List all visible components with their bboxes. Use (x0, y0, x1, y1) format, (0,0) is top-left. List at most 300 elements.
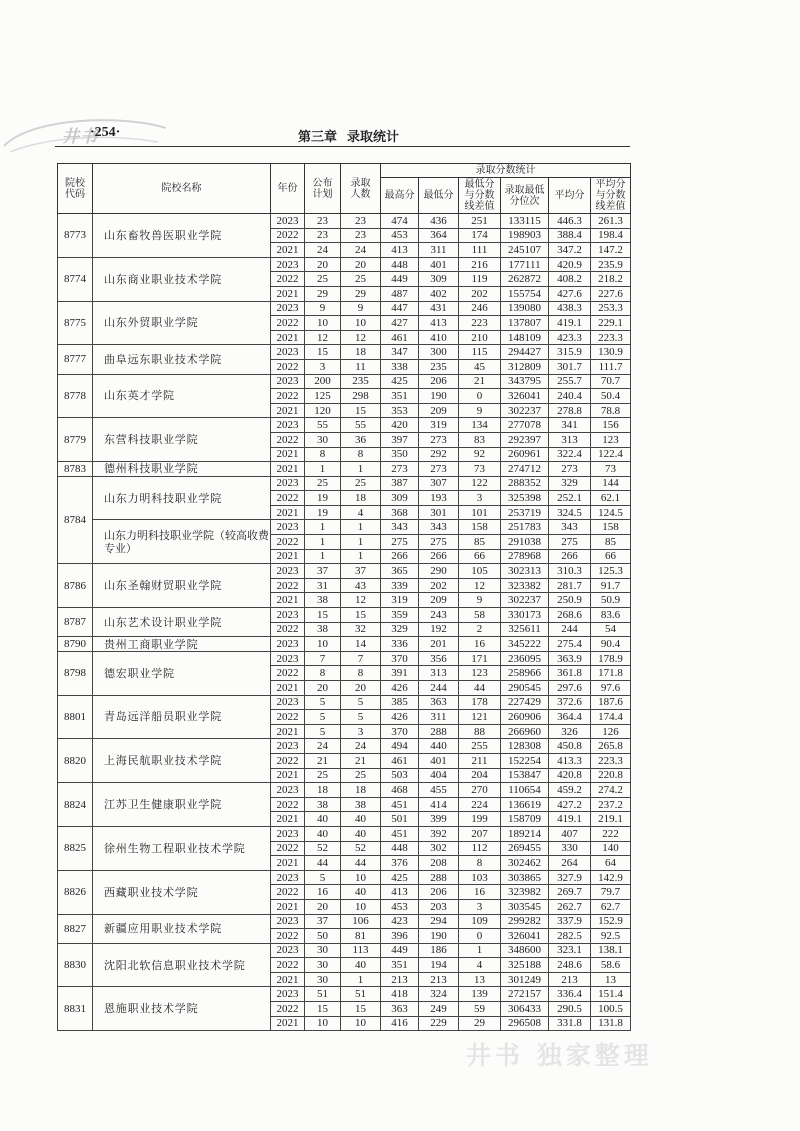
min-rank-cell: 251783 (501, 520, 549, 535)
table-row (58, 695, 631, 710)
admitted-cell: 18 (341, 491, 381, 506)
max-score-cell: 309 (381, 491, 419, 506)
plan-cell: 40 (305, 826, 341, 841)
min-rank-cell: 155754 (501, 286, 549, 301)
max-score-cell: 273 (381, 462, 419, 477)
min-diff-cell: 178 (459, 695, 501, 710)
plan-cell: 30 (305, 958, 341, 973)
admitted-cell: 40 (341, 812, 381, 827)
admitted-cell: 40 (341, 958, 381, 973)
min-rank-cell: 326041 (501, 929, 549, 944)
plan-cell: 24 (305, 243, 341, 258)
min-score-cell: 190 (419, 929, 459, 944)
plan-cell: 9 (305, 301, 341, 316)
max-score-cell: 420 (381, 418, 419, 433)
min-score-cell: 413 (419, 316, 459, 331)
avg-diff-cell: 83.6 (591, 608, 631, 623)
school-name-cell: 徐州生物工程职业技术学院 (93, 826, 271, 870)
plan-cell: 7 (305, 651, 341, 666)
min-diff-cell: 171 (459, 651, 501, 666)
avg-diff-cell: 220.8 (591, 768, 631, 783)
avg-score-cell: 322.4 (549, 447, 591, 462)
avg-score-cell: 278.8 (549, 403, 591, 418)
min-score-cell: 190 (419, 389, 459, 404)
min-diff-cell: 16 (459, 885, 501, 900)
avg-diff-cell: 111.7 (591, 359, 631, 374)
min-score-cell: 194 (419, 958, 459, 973)
max-score-cell: 427 (381, 316, 419, 331)
min-score-cell: 209 (419, 593, 459, 608)
header-code-label: 院校代码 (65, 177, 85, 200)
year-cell: 2021 (271, 505, 305, 520)
min-rank-cell: 152254 (501, 753, 549, 768)
min-diff-cell: 211 (459, 753, 501, 768)
admitted-cell: 25 (341, 768, 381, 783)
min-score-cell: 309 (419, 272, 459, 287)
school-name-cell: 德州科技职业学院 (93, 462, 271, 477)
max-score-cell: 329 (381, 622, 419, 637)
min-score-cell: 343 (419, 520, 459, 535)
table-row (58, 564, 631, 579)
max-score-cell: 370 (381, 724, 419, 739)
table-row (58, 418, 631, 433)
plan-cell: 15 (305, 1002, 341, 1017)
year-cell: 2023 (271, 374, 305, 389)
min-diff-cell: 111 (459, 243, 501, 258)
max-score-cell: 213 (381, 972, 419, 987)
school-code-cell: 8830 (58, 943, 93, 987)
school-code-cell: 8773 (58, 214, 93, 258)
max-score-cell: 350 (381, 447, 419, 462)
avg-diff-cell: 158 (591, 520, 631, 535)
avg-score-cell: 337.9 (549, 914, 591, 929)
min-diff-cell: 202 (459, 286, 501, 301)
plan-cell: 52 (305, 841, 341, 856)
year-cell: 2022 (271, 929, 305, 944)
avg-diff-cell: 130.9 (591, 345, 631, 360)
avg-score-cell: 420.9 (549, 257, 591, 272)
year-cell: 2023 (271, 608, 305, 623)
avg-diff-cell: 58.6 (591, 958, 631, 973)
admitted-cell: 12 (341, 593, 381, 608)
plan-cell: 120 (305, 403, 341, 418)
year-cell: 2022 (271, 359, 305, 374)
plan-cell: 15 (305, 345, 341, 360)
min-rank-cell: 274712 (501, 462, 549, 477)
avg-score-cell: 343 (549, 520, 591, 535)
max-score-cell: 353 (381, 403, 419, 418)
plan-cell: 1 (305, 549, 341, 564)
plan-cell: 10 (305, 316, 341, 331)
year-cell: 2023 (271, 476, 305, 491)
admitted-cell: 40 (341, 885, 381, 900)
min-score-cell: 243 (419, 608, 459, 623)
school-name-cell: 山东艺术设计职业学院 (93, 608, 271, 637)
min-rank-cell: 137807 (501, 316, 549, 331)
admitted-cell: 5 (341, 695, 381, 710)
plan-cell: 15 (305, 608, 341, 623)
table-row (58, 345, 631, 360)
year-cell: 2023 (271, 943, 305, 958)
min-rank-cell: 177111 (501, 257, 549, 272)
year-cell: 2022 (271, 753, 305, 768)
school-code-cell: 8827 (58, 914, 93, 943)
plan-cell: 40 (305, 812, 341, 827)
min-score-cell: 275 (419, 535, 459, 550)
school-name-cell: 西藏职业技术学院 (93, 870, 271, 914)
admitted-cell: 1 (341, 535, 381, 550)
year-cell: 2023 (271, 637, 305, 652)
publisher-logo: 井书 (62, 127, 98, 147)
avg-score-cell: 315.9 (549, 345, 591, 360)
avg-score-cell: 323.1 (549, 943, 591, 958)
avg-diff-cell: 125.3 (591, 564, 631, 579)
school-name-cell: 山东商业职业技术学院 (93, 257, 271, 301)
avg-score-cell: 301.7 (549, 359, 591, 374)
min-score-cell: 206 (419, 374, 459, 389)
admitted-cell: 15 (341, 608, 381, 623)
max-score-cell: 448 (381, 841, 419, 856)
avg-diff-cell: 274.2 (591, 783, 631, 798)
avg-diff-cell: 151.4 (591, 987, 631, 1002)
year-cell: 2022 (271, 272, 305, 287)
plan-cell: 5 (305, 710, 341, 725)
plan-cell: 19 (305, 505, 341, 520)
admitted-cell: 1 (341, 462, 381, 477)
min-diff-cell: 58 (459, 608, 501, 623)
min-score-cell: 292 (419, 447, 459, 462)
admitted-cell: 24 (341, 243, 381, 258)
header-score-group: 录取分数统计 (381, 164, 631, 178)
min-score-cell: 392 (419, 826, 459, 841)
avg-score-cell: 244 (549, 622, 591, 637)
school-code-cell: 8825 (58, 826, 93, 870)
min-diff-cell: 9 (459, 593, 501, 608)
avg-score-cell: 248.6 (549, 958, 591, 973)
min-score-cell: 235 (419, 359, 459, 374)
min-rank-cell: 260961 (501, 447, 549, 462)
max-score-cell: 338 (381, 359, 419, 374)
min-diff-cell: 158 (459, 520, 501, 535)
avg-diff-cell: 66 (591, 549, 631, 564)
max-score-cell: 501 (381, 812, 419, 827)
min-diff-cell: 85 (459, 535, 501, 550)
header-name: 院校名称 (93, 164, 271, 214)
avg-score-cell: 273 (549, 462, 591, 477)
max-score-cell: 461 (381, 330, 419, 345)
plan-cell: 8 (305, 666, 341, 681)
max-score-cell: 423 (381, 914, 419, 929)
school-code-cell: 8831 (58, 987, 93, 1031)
admitted-cell: 18 (341, 345, 381, 360)
school-name-cell: 江苏卫生健康职业学院 (93, 783, 271, 827)
min-rank-cell: 236095 (501, 651, 549, 666)
header-max: 最高分 (381, 178, 419, 214)
year-cell: 2023 (271, 870, 305, 885)
avg-score-cell: 407 (549, 826, 591, 841)
min-diff-cell: 1 (459, 943, 501, 958)
avg-diff-cell: 122.4 (591, 447, 631, 462)
min-rank-cell: 303865 (501, 870, 549, 885)
avg-diff-cell: 54 (591, 622, 631, 637)
min-rank-cell: 136619 (501, 797, 549, 812)
admitted-cell: 43 (341, 578, 381, 593)
min-diff-cell: 29 (459, 1016, 501, 1031)
school-name-cell: 沈阳北软信息职业技术学院 (93, 943, 271, 987)
avg-score-cell: 336.4 (549, 987, 591, 1002)
admitted-cell: 12 (341, 330, 381, 345)
max-score-cell: 339 (381, 578, 419, 593)
min-diff-cell: 115 (459, 345, 501, 360)
max-score-cell: 370 (381, 651, 419, 666)
avg-score-cell: 275.4 (549, 637, 591, 652)
min-score-cell: 249 (419, 1002, 459, 1017)
avg-score-cell: 290.5 (549, 1002, 591, 1017)
table-row (58, 637, 631, 652)
header-year: 年份 (271, 164, 305, 214)
avg-score-cell: 331.8 (549, 1016, 591, 1031)
header-rule (55, 146, 630, 147)
admitted-cell: 11 (341, 359, 381, 374)
table-row (58, 870, 631, 885)
min-score-cell: 401 (419, 257, 459, 272)
min-diff-cell: 210 (459, 330, 501, 345)
avg-score-cell: 372.6 (549, 695, 591, 710)
admitted-cell: 3 (341, 724, 381, 739)
max-score-cell: 363 (381, 1002, 419, 1017)
plan-cell: 37 (305, 564, 341, 579)
avg-score-cell: 427.6 (549, 286, 591, 301)
school-name-cell: 曲阜远东职业技术学院 (93, 345, 271, 374)
min-score-cell: 266 (419, 549, 459, 564)
table-row (58, 520, 631, 535)
school-name-cell: 山东力明科技职业学院 (93, 476, 271, 520)
min-score-cell: 209 (419, 403, 459, 418)
avg-score-cell: 255.7 (549, 374, 591, 389)
year-cell: 2021 (271, 462, 305, 477)
admitted-cell: 235 (341, 374, 381, 389)
min-diff-cell: 21 (459, 374, 501, 389)
school-name-cell: 山东外贸职业学院 (93, 301, 271, 345)
min-score-cell: 300 (419, 345, 459, 360)
min-score-cell: 294 (419, 914, 459, 929)
avg-score-cell: 252.1 (549, 491, 591, 506)
plan-cell: 30 (305, 943, 341, 958)
school-name-cell: 山东圣翰财贸职业学院 (93, 564, 271, 608)
avg-diff-cell: 124.5 (591, 505, 631, 520)
avg-score-cell: 388.4 (549, 228, 591, 243)
admitted-cell: 10 (341, 1016, 381, 1031)
min-rank-cell: 266960 (501, 724, 549, 739)
school-code-cell: 8777 (58, 345, 93, 374)
year-cell: 2022 (271, 622, 305, 637)
avg-diff-cell: 261.3 (591, 214, 631, 229)
avg-score-cell: 341 (549, 418, 591, 433)
table-body (58, 214, 631, 1031)
table-row (58, 826, 631, 841)
avg-diff-cell: 253.3 (591, 301, 631, 316)
admitted-cell: 10 (341, 870, 381, 885)
year-cell: 2023 (271, 695, 305, 710)
min-rank-cell: 330173 (501, 608, 549, 623)
avg-diff-cell: 100.5 (591, 1002, 631, 1017)
min-diff-cell: 139 (459, 987, 501, 1002)
min-score-cell: 324 (419, 987, 459, 1002)
school-name-cell: 山东英才学院 (93, 374, 271, 418)
min-rank-cell: 227429 (501, 695, 549, 710)
min-diff-cell: 134 (459, 418, 501, 433)
year-cell: 2022 (271, 316, 305, 331)
table-row (58, 783, 631, 798)
plan-cell: 5 (305, 870, 341, 885)
avg-score-cell: 281.7 (549, 578, 591, 593)
min-score-cell: 273 (419, 462, 459, 477)
year-cell: 2023 (271, 651, 305, 666)
admitted-cell: 9 (341, 301, 381, 316)
admitted-cell: 21 (341, 753, 381, 768)
school-code-cell: 8784 (58, 476, 93, 564)
min-rank-cell: 294427 (501, 345, 549, 360)
min-score-cell: 364 (419, 228, 459, 243)
max-score-cell: 387 (381, 476, 419, 491)
admitted-cell: 10 (341, 899, 381, 914)
admitted-cell: 10 (341, 316, 381, 331)
plan-cell: 55 (305, 418, 341, 433)
plan-cell: 125 (305, 389, 341, 404)
min-diff-cell: 12 (459, 578, 501, 593)
avg-diff-cell: 142.9 (591, 870, 631, 885)
plan-cell: 25 (305, 768, 341, 783)
min-diff-cell: 207 (459, 826, 501, 841)
min-diff-cell: 3 (459, 491, 501, 506)
school-name-cell: 东营科技职业学院 (93, 418, 271, 462)
year-cell: 2021 (271, 243, 305, 258)
year-cell: 2022 (271, 1002, 305, 1017)
avg-diff-cell: 79.7 (591, 885, 631, 900)
plan-cell: 38 (305, 797, 341, 812)
min-diff-cell: 122 (459, 476, 501, 491)
admitted-cell: 1 (341, 972, 381, 987)
min-rank-cell: 128308 (501, 739, 549, 754)
avg-diff-cell: 222 (591, 826, 631, 841)
admitted-cell: 8 (341, 447, 381, 462)
max-score-cell: 347 (381, 345, 419, 360)
min-diff-cell: 199 (459, 812, 501, 827)
min-rank-cell: 290545 (501, 681, 549, 696)
avg-diff-cell: 123 (591, 432, 631, 447)
min-diff-cell: 0 (459, 929, 501, 944)
plan-cell: 1 (305, 520, 341, 535)
admitted-cell: 36 (341, 432, 381, 447)
table-row (58, 301, 631, 316)
year-cell: 2021 (271, 447, 305, 462)
min-score-cell: 431 (419, 301, 459, 316)
school-code-cell: 8775 (58, 301, 93, 345)
admitted-cell: 20 (341, 681, 381, 696)
min-rank-cell: 343795 (501, 374, 549, 389)
year-cell: 2023 (271, 214, 305, 229)
avg-score-cell: 419.1 (549, 316, 591, 331)
max-score-cell: 368 (381, 505, 419, 520)
year-cell: 2023 (271, 987, 305, 1002)
plan-cell: 30 (305, 972, 341, 987)
year-cell: 2022 (271, 389, 305, 404)
min-score-cell: 401 (419, 753, 459, 768)
avg-diff-cell: 227.6 (591, 286, 631, 301)
max-score-cell: 413 (381, 885, 419, 900)
min-rank-cell: 291038 (501, 535, 549, 550)
plan-cell: 51 (305, 987, 341, 1002)
plan-cell: 20 (305, 681, 341, 696)
max-score-cell: 351 (381, 389, 419, 404)
min-score-cell: 440 (419, 739, 459, 754)
min-rank-cell: 277078 (501, 418, 549, 433)
year-cell: 2023 (271, 564, 305, 579)
header-min: 最低分 (419, 178, 459, 214)
year-cell: 2021 (271, 768, 305, 783)
min-diff-cell: 119 (459, 272, 501, 287)
plan-cell: 25 (305, 476, 341, 491)
avg-diff-cell: 50.4 (591, 389, 631, 404)
min-rank-cell: 323982 (501, 885, 549, 900)
min-rank-cell: 258966 (501, 666, 549, 681)
plan-cell: 37 (305, 914, 341, 929)
min-diff-cell: 204 (459, 768, 501, 783)
min-rank-cell: 302237 (501, 403, 549, 418)
min-rank-cell: 189214 (501, 826, 549, 841)
avg-score-cell: 250.9 (549, 593, 591, 608)
avg-diff-cell: 97.6 (591, 681, 631, 696)
min-rank-cell: 325188 (501, 958, 549, 973)
max-score-cell: 351 (381, 958, 419, 973)
table-row (58, 374, 631, 389)
school-name-cell: 恩施职业技术学院 (93, 987, 271, 1031)
min-rank-cell: 299282 (501, 914, 549, 929)
min-score-cell: 202 (419, 578, 459, 593)
admitted-cell: 298 (341, 389, 381, 404)
avg-score-cell: 329 (549, 476, 591, 491)
avg-diff-cell: 156 (591, 418, 631, 433)
min-score-cell: 302 (419, 841, 459, 856)
year-cell: 2023 (271, 257, 305, 272)
school-code-cell: 8778 (58, 374, 93, 418)
min-score-cell: 404 (419, 768, 459, 783)
min-score-cell: 288 (419, 870, 459, 885)
min-diff-cell: 44 (459, 681, 501, 696)
avg-diff-cell: 70.7 (591, 374, 631, 389)
min-score-cell: 288 (419, 724, 459, 739)
avg-diff-cell: 126 (591, 724, 631, 739)
school-code-cell: 8783 (58, 462, 93, 477)
avg-diff-cell: 265.8 (591, 739, 631, 754)
min-rank-cell: 303545 (501, 899, 549, 914)
max-score-cell: 487 (381, 286, 419, 301)
admitted-cell: 14 (341, 637, 381, 652)
plan-cell: 10 (305, 1016, 341, 1031)
min-diff-cell: 2 (459, 622, 501, 637)
header-admitted (341, 164, 381, 214)
year-cell: 2022 (271, 535, 305, 550)
min-rank-cell: 245107 (501, 243, 549, 258)
school-code-cell: 8774 (58, 257, 93, 301)
plan-cell: 50 (305, 929, 341, 944)
min-score-cell: 319 (419, 418, 459, 433)
avg-score-cell: 419.1 (549, 812, 591, 827)
admitted-cell: 4 (341, 505, 381, 520)
school-name-cell: 上海民航职业技术学院 (93, 739, 271, 783)
header-code (58, 164, 93, 214)
min-diff-cell: 88 (459, 724, 501, 739)
